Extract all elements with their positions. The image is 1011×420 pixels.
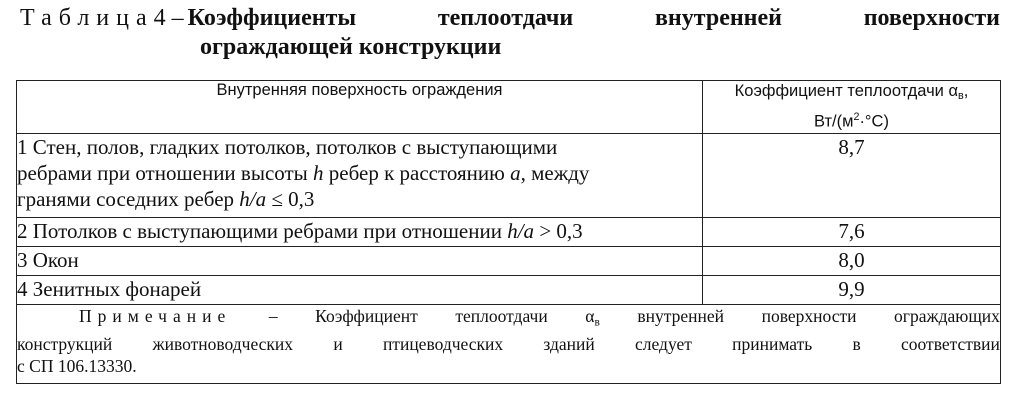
coefficient-header-unit-sup: 2 <box>853 111 860 124</box>
table-title-dash: – <box>171 5 184 31</box>
row-surface-cell: 3 Окон <box>17 247 703 276</box>
note-line1 <box>17 305 1000 333</box>
column-header-coefficient <box>703 81 1001 134</box>
note-word: – <box>268 306 278 326</box>
heat-transfer-table <box>16 80 1001 384</box>
note-word: следует <box>635 334 692 355</box>
table-title-words <box>188 4 1000 33</box>
note-word: теплоотдачи <box>455 306 548 326</box>
table-row <box>17 247 1001 276</box>
table-note <box>17 305 1001 384</box>
note-alpha <box>585 305 600 333</box>
coefficient-header-comma: , <box>963 82 969 100</box>
note-word: и <box>333 334 343 355</box>
note-word: внутренней <box>637 306 725 326</box>
note-word: принимать <box>732 334 813 355</box>
row-value-cell: 9,9 <box>703 276 1001 305</box>
column-header-surface: Внутренняя поверхность ограждения <box>17 81 703 134</box>
coefficient-header-unit-post: ·°С) <box>859 112 889 131</box>
note-alpha-subscript: в <box>594 316 600 329</box>
note-alpha-symbol: α <box>585 306 595 326</box>
table-row <box>17 218 1001 247</box>
note-word: Коэффициент <box>315 306 418 326</box>
table-title-line2: ограждающей конструкции <box>200 34 502 60</box>
row-text-part: гранями соседних ребер <box>17 187 240 211</box>
table-header-row <box>17 81 1001 134</box>
row-value-cell: 8,0 <box>703 247 1001 276</box>
note-word: соответствии <box>901 334 1000 355</box>
table-note-row <box>17 305 1001 384</box>
row-text-var: h <box>313 161 324 185</box>
coefficient-header-unit-pre: Вт/(м <box>814 112 854 131</box>
table-title <box>20 4 1000 62</box>
table-title-word: теплоотдачи <box>437 5 574 31</box>
row-text-part: ≤ 0,3 <box>266 187 315 211</box>
note-word: конструкций <box>17 334 113 355</box>
note-word: в <box>852 334 861 355</box>
table-title-word: Коэффициенты <box>187 5 357 31</box>
note-word: животноводческих <box>152 334 294 355</box>
note-line3: с СП 106.13330. <box>17 356 137 377</box>
row-value-cell: 8,7 <box>703 134 1001 218</box>
table-title-word: внутренней <box>654 5 782 31</box>
row-surface-cell <box>17 134 703 218</box>
row-text-var: h/a <box>239 187 267 211</box>
table-title-number: 4 <box>153 5 166 31</box>
table-title-word: поверхности <box>863 5 1000 31</box>
row-surface-cell <box>17 218 703 247</box>
row-text-var: h/a <box>507 219 535 243</box>
coefficient-header-label: Коэффициент теплоотдачи α <box>734 82 959 100</box>
table-row <box>17 276 1001 305</box>
coefficient-header-subscript: в <box>958 90 964 103</box>
note-word: птицеводческих <box>382 334 504 355</box>
row-text-line: 1 Стен, полов, гладких потолков, потолков с выступающими <box>17 135 558 159</box>
row-text-part: ребер к расстоянию <box>323 161 511 185</box>
row-surface-cell: 4 Зенитных фонарей <box>17 276 703 305</box>
note-label: Примечание <box>79 306 232 326</box>
row-text-part: ребрами при отношении высоты <box>17 161 314 185</box>
note-word: ограждающих <box>894 306 1000 326</box>
row-value-cell: 7,6 <box>703 218 1001 247</box>
table-row <box>17 134 1001 218</box>
note-line2 <box>17 333 1000 355</box>
table-title-line1 <box>20 4 1000 33</box>
row-text-part: > 0,3 <box>534 219 583 243</box>
note-word: поверхности <box>761 306 857 326</box>
row-text-part: , между <box>520 161 590 185</box>
table-title-prefix: Таблица <box>20 5 154 31</box>
note-word: зданий <box>543 334 595 355</box>
row-text-part: 2 Потолков с выступающими ребрами при отношении <box>17 219 508 243</box>
row-text-var: a <box>510 161 521 185</box>
